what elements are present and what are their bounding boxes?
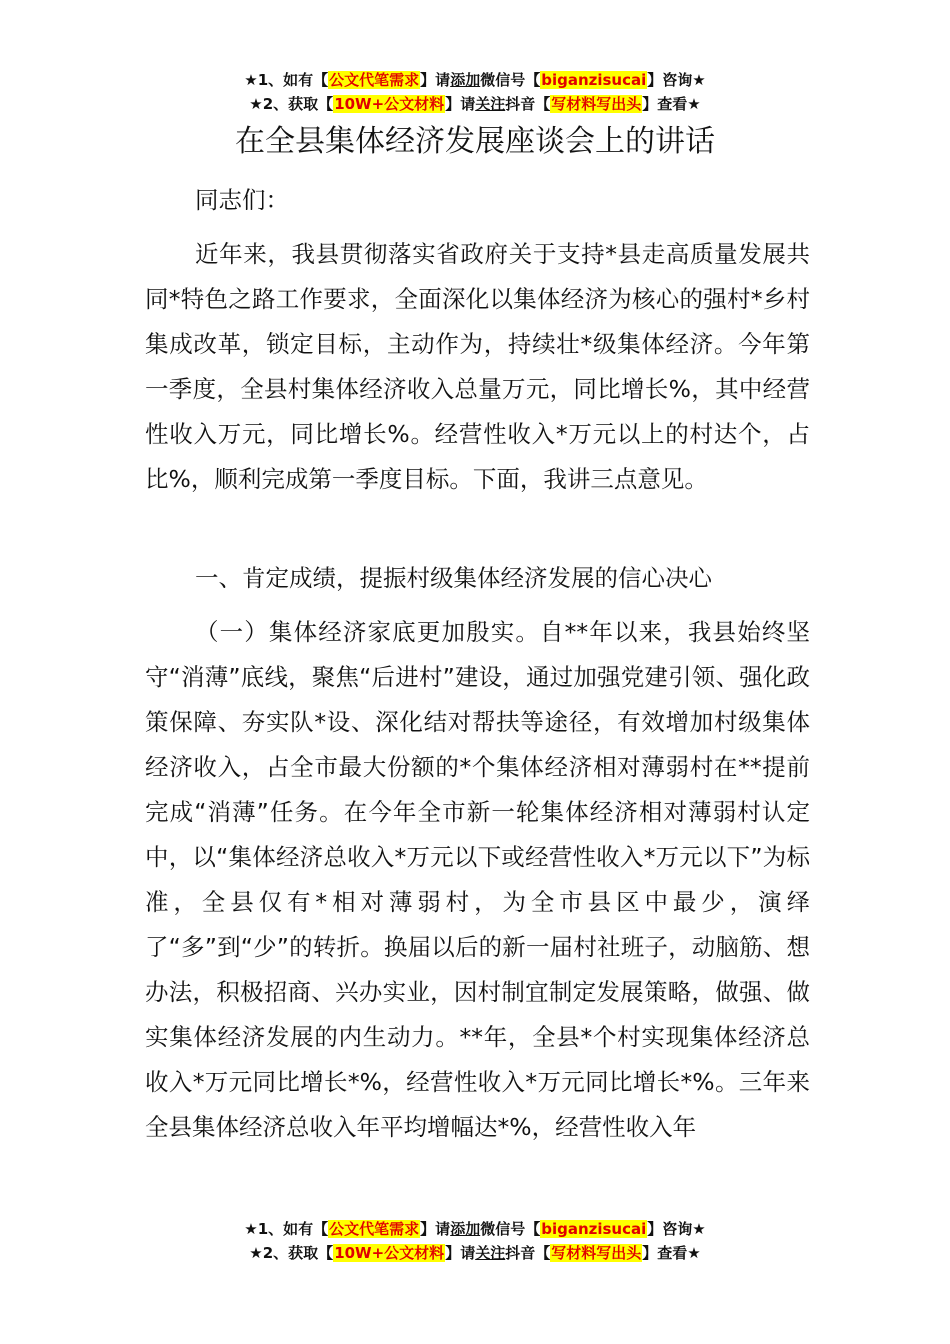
promo-highlight: 公文代笔需求 — [329, 71, 420, 89]
paragraph-section-1-1: （一）集体经济家底更加殷实。自**年以来，我县始终坚守“消薄”底线，聚焦“后进村”建设，通过加强党建引领、强化政策保障、夯实队*设、深化结对帮扶等途径，有效增加村级集体经济收入，占全市最大份额的*个集体经济相对薄弱村在**提前完成“消薄”任务。在今年全市新一轮集体经济相对薄弱村认定中，以“集体经济总收入*万元以下或经营性收入*万元以下”为标准，全县仅有*相对薄弱村，为全市县区中最少，演绎了“多”到“少”的转折。换届以后的新一届村社班子，动脑筋、想办法，积极招商、兴办实业，因村制宜制定发展策略，做强、做实集体经济发展的内生动力。**年，全县*个村实现集体经济总收入*万元同比增长*%，经营性收入*万元同比增长*%。三年来全县集体经济总收入年平均增幅达*%，经营性收入年 — [145, 618, 810, 1141]
promo-text: 微信号【 — [480, 1220, 541, 1238]
promo-text: 抖音【 — [505, 95, 551, 113]
promo-underlined: 添加 — [450, 1220, 481, 1238]
promo-text: ★2、获取【 — [249, 1244, 334, 1262]
promo-douyin-id: 写材料写出头 — [551, 1244, 642, 1262]
promo-text: 微信号【 — [480, 71, 541, 89]
promo-text: ★2、获取【 — [249, 95, 334, 113]
promo-douyin-id: 写材料写出头 — [551, 95, 642, 113]
promo-text: 】查看★ — [642, 1244, 701, 1262]
promo-text: 】咨询★ — [647, 1220, 706, 1238]
promo-text: 】查看★ — [642, 95, 701, 113]
salutation: 同志们： — [195, 186, 289, 214]
promo-text: 】请 — [445, 95, 476, 113]
section-heading-1: 一、肯定成绩，提振村级集体经济发展的信心决心 — [195, 564, 712, 592]
promo-wechat-id: biganzisucai — [541, 71, 647, 89]
promo-text: 】请 — [445, 1244, 476, 1262]
promo-text: ★1、如有【 — [244, 1220, 329, 1238]
promo-underlined: 关注 — [475, 95, 506, 113]
promo-text: 】请 — [420, 71, 451, 89]
promo-line-1 — [0, 1217, 950, 1241]
promo-line-2 — [0, 92, 950, 116]
promo-highlight: 10W+公文材料 — [334, 95, 445, 113]
promo-highlight: 10W+公文材料 — [334, 1244, 445, 1262]
promo-footer — [0, 1217, 950, 1265]
document-title: 在全县集体经济发展座谈会上的讲话 — [235, 124, 715, 159]
promo-text: 抖音【 — [505, 1244, 551, 1262]
promo-highlight: 公文代笔需求 — [329, 1220, 420, 1238]
promo-text: 】咨询★ — [647, 71, 706, 89]
promo-wechat-id: biganzisucai — [541, 1220, 647, 1238]
promo-text: 】请 — [420, 1220, 451, 1238]
promo-line-2 — [0, 1241, 950, 1265]
promo-header — [0, 68, 950, 116]
promo-underlined: 添加 — [450, 71, 481, 89]
promo-text: ★1、如有【 — [244, 71, 329, 89]
promo-underlined: 关注 — [475, 1244, 506, 1262]
promo-line-1 — [0, 68, 950, 92]
paragraph-intro: 近年来，我县贯彻落实省政府关于支持*县走高质量发展共同*特色之路工作要求，全面深化以集体经济为核心的强村*乡村集成改革，锁定目标，主动作为，持续壮*级集体经济。今年第一季度，全县村集体经济收入总量万元，同比增长%，其中经营性收入万元，同比增长%。经营性收入*万元以上的村达个，占比%，顺利完成第一季度目标。下面，我讲三点意见。 — [145, 240, 810, 493]
